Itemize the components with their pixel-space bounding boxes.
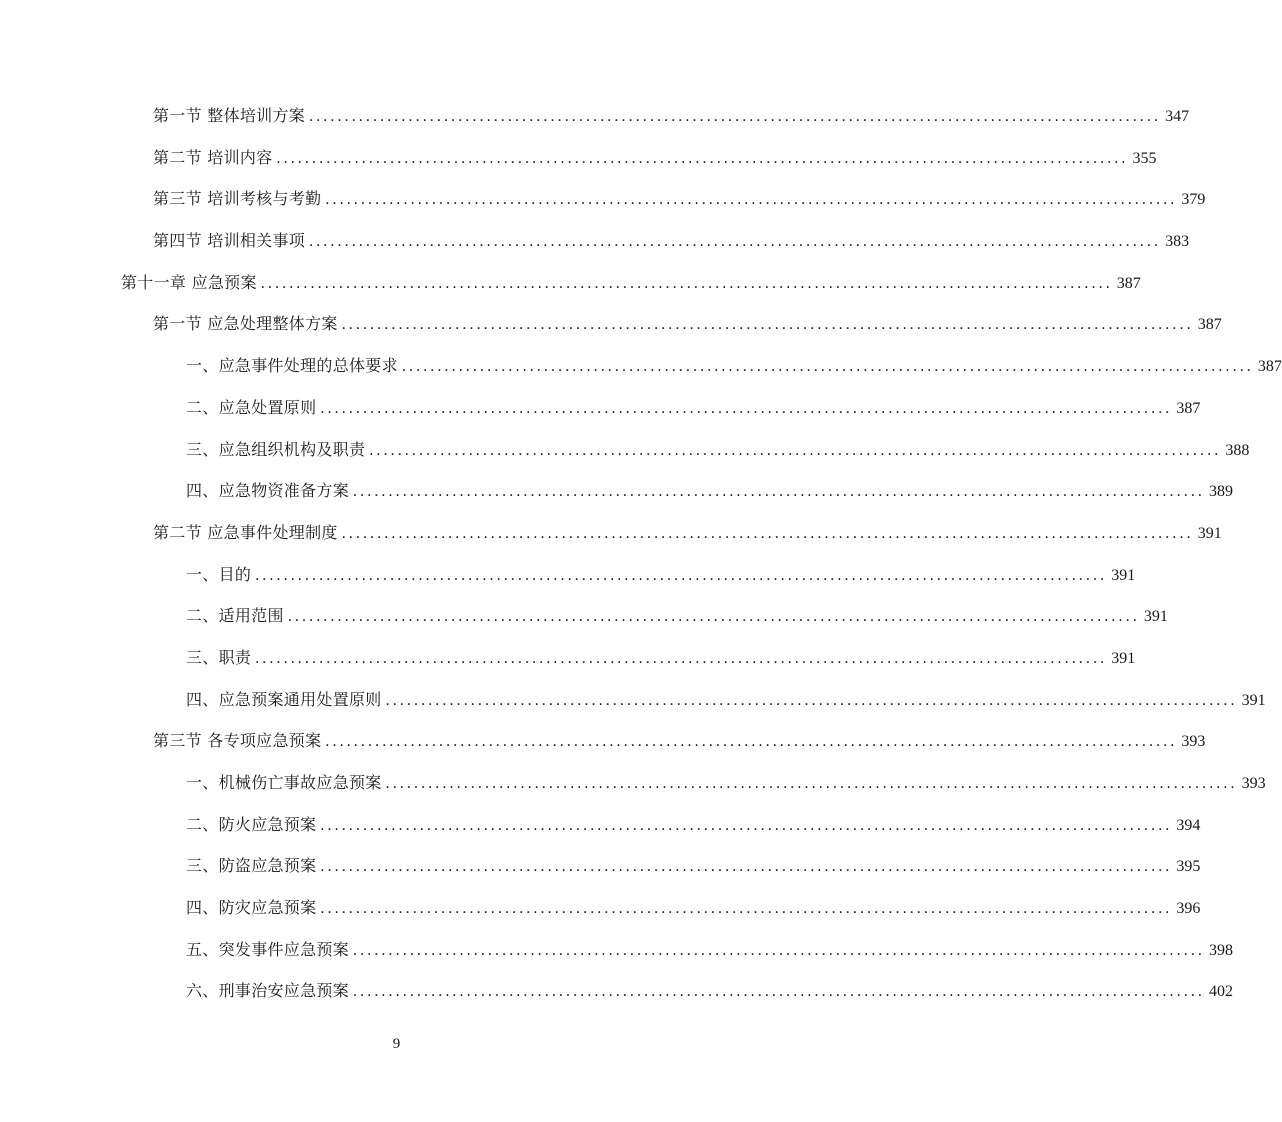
- toc-entry[interactable]: [0, 220, 1190, 262]
- toc-entry-page: 393: [1181, 733, 1206, 751]
- toc-entry-page: 393: [1241, 775, 1266, 792]
- toc-entry[interactable]: [0, 178, 1206, 220]
- toc-dot-leader: ........................................................................................................................: [353, 941, 1206, 959]
- toc-entry-label: 第三节 培训考核与考勤: [153, 189, 322, 209]
- toc-dot-leader: ........................................................................................................................: [385, 775, 1238, 792]
- toc-entry[interactable]: [0, 95, 1190, 137]
- toc-entry-page: 395: [1176, 858, 1201, 876]
- page-number: 9: [392, 1036, 401, 1052]
- toc-entry-page: 387: [1257, 358, 1282, 376]
- toc-entry[interactable]: [0, 345, 1282, 387]
- toc-entry-label: 第十一章 应急预案: [121, 272, 257, 292]
- toc-entry-label: 一、目的: [186, 564, 252, 584]
- toc-entry[interactable]: [0, 679, 1266, 721]
- toc-dot-leader: ........................................................................................................................: [401, 358, 1254, 376]
- toc-entry-label: 三、应急组织机构及职责: [186, 439, 366, 459]
- toc-entry[interactable]: [0, 720, 1206, 762]
- toc-entry-label: 第一节 整体培训方案: [153, 106, 306, 125]
- toc-entry[interactable]: [0, 429, 1250, 471]
- toc-dot-leader: ........................................................................................................................: [255, 649, 1108, 667]
- toc-entry[interactable]: [0, 303, 1222, 345]
- toc-entry[interactable]: [0, 595, 1168, 637]
- toc-entry-page: 391: [1143, 608, 1168, 626]
- toc-entry[interactable]: [0, 845, 1201, 887]
- toc-entry-label: 二、适用范围: [186, 606, 284, 626]
- toc-entry[interactable]: [0, 470, 1234, 512]
- toc-dot-leader: ........................................................................................................................: [325, 733, 1178, 751]
- toc-entry[interactable]: [0, 262, 1141, 304]
- toc-entry-label: 四、应急物资准备方案: [186, 481, 350, 501]
- toc-entry-label: 五、突发事件应急预案: [186, 939, 350, 959]
- toc-dot-leader: ........................................................................................................................: [385, 691, 1238, 709]
- toc-entry-label: 一、机械伤亡事故应急预案: [186, 773, 382, 792]
- toc-entry-label: 第四节 培训相关事项: [153, 231, 306, 251]
- toc-entry-label: 第二节 应急事件处理制度: [153, 522, 338, 542]
- toc-dot-leader: ........................................................................................................................: [309, 108, 1162, 125]
- toc-dot-leader: ........................................................................................................................: [287, 608, 1140, 626]
- toc-entry-label: 六、刑事治安应急预案: [186, 981, 350, 1001]
- toc-entry-label: 二、防火应急预案: [186, 814, 317, 834]
- toc-entry-label: 四、应急预案通用处置原则: [186, 689, 382, 709]
- toc-entry-label: 一、应急事件处理的总体要求: [186, 356, 398, 376]
- toc-dot-leader: ........................................................................................................................: [320, 858, 1173, 876]
- toc-entry-page: 391: [1241, 691, 1266, 709]
- toc-entry-page: 402: [1209, 983, 1234, 1001]
- toc-entry-page: 388: [1225, 441, 1250, 459]
- toc-entry-label: 第三节 各专项应急预案: [153, 731, 322, 751]
- toc-entry[interactable]: [0, 554, 1136, 596]
- toc-entry-label: 三、防盗应急预案: [186, 856, 317, 876]
- toc-entry-page: 387: [1116, 274, 1141, 292]
- toc-dot-leader: ........................................................................................................................: [260, 274, 1113, 292]
- toc-entry-label: 三、职责: [186, 647, 252, 667]
- toc-dot-leader: ........................................................................................................................: [353, 983, 1206, 1001]
- toc-dot-leader: ........................................................................................................................: [341, 316, 1194, 334]
- toc-dot-leader: ........................................................................................................................: [320, 399, 1173, 417]
- toc-entry[interactable]: [0, 887, 1201, 929]
- toc-entry-label: 二、应急处置原则: [186, 397, 317, 417]
- toc-entry[interactable]: [0, 512, 1222, 554]
- toc-entry-page: 391: [1111, 649, 1136, 667]
- toc-entry-page: 383: [1165, 233, 1190, 251]
- toc-entry-page: 379: [1181, 191, 1206, 209]
- toc-dot-leader: ........................................................................................................................: [309, 233, 1162, 251]
- toc-entry-page: 398: [1209, 941, 1234, 959]
- toc-entry-page: 396: [1176, 900, 1201, 918]
- toc-entry-page: 355: [1132, 149, 1157, 167]
- toc-dot-leader: ........................................................................................................................: [320, 816, 1173, 834]
- toc-entry[interactable]: [0, 137, 1157, 179]
- toc-dot-leader: ........................................................................................................................: [353, 483, 1206, 501]
- table-of-contents: [0, 95, 1282, 1012]
- toc-entry-page: 387: [1197, 316, 1222, 334]
- toc-entry-page: 394: [1176, 816, 1201, 834]
- toc-entry-page: 347: [1165, 108, 1190, 125]
- toc-entry[interactable]: [0, 970, 1234, 1012]
- toc-entry-label: 第二节 培训内容: [153, 147, 273, 167]
- toc-entry[interactable]: [0, 637, 1136, 679]
- toc-entry[interactable]: [0, 762, 1266, 804]
- toc-entry-page: 391: [1111, 566, 1136, 584]
- toc-dot-leader: ........................................................................................................................: [276, 149, 1129, 167]
- toc-entry-page: 389: [1209, 483, 1234, 501]
- toc-dot-leader: ........................................................................................................................: [341, 524, 1194, 542]
- toc-entry-label: 四、防灾应急预案: [186, 898, 317, 918]
- toc-dot-leader: ........................................................................................................................: [320, 900, 1173, 918]
- toc-entry-label: 第一节 应急处理整体方案: [153, 314, 338, 334]
- toc-entry[interactable]: [0, 929, 1234, 971]
- toc-entry-page: 387: [1176, 399, 1201, 417]
- toc-dot-leader: ........................................................................................................................: [325, 191, 1178, 209]
- toc-entry[interactable]: [0, 804, 1201, 846]
- toc-dot-leader: ........................................................................................................................: [369, 441, 1222, 459]
- toc-dot-leader: ........................................................................................................................: [255, 566, 1108, 584]
- toc-entry-page: 391: [1197, 524, 1222, 542]
- toc-entry[interactable]: [0, 387, 1201, 429]
